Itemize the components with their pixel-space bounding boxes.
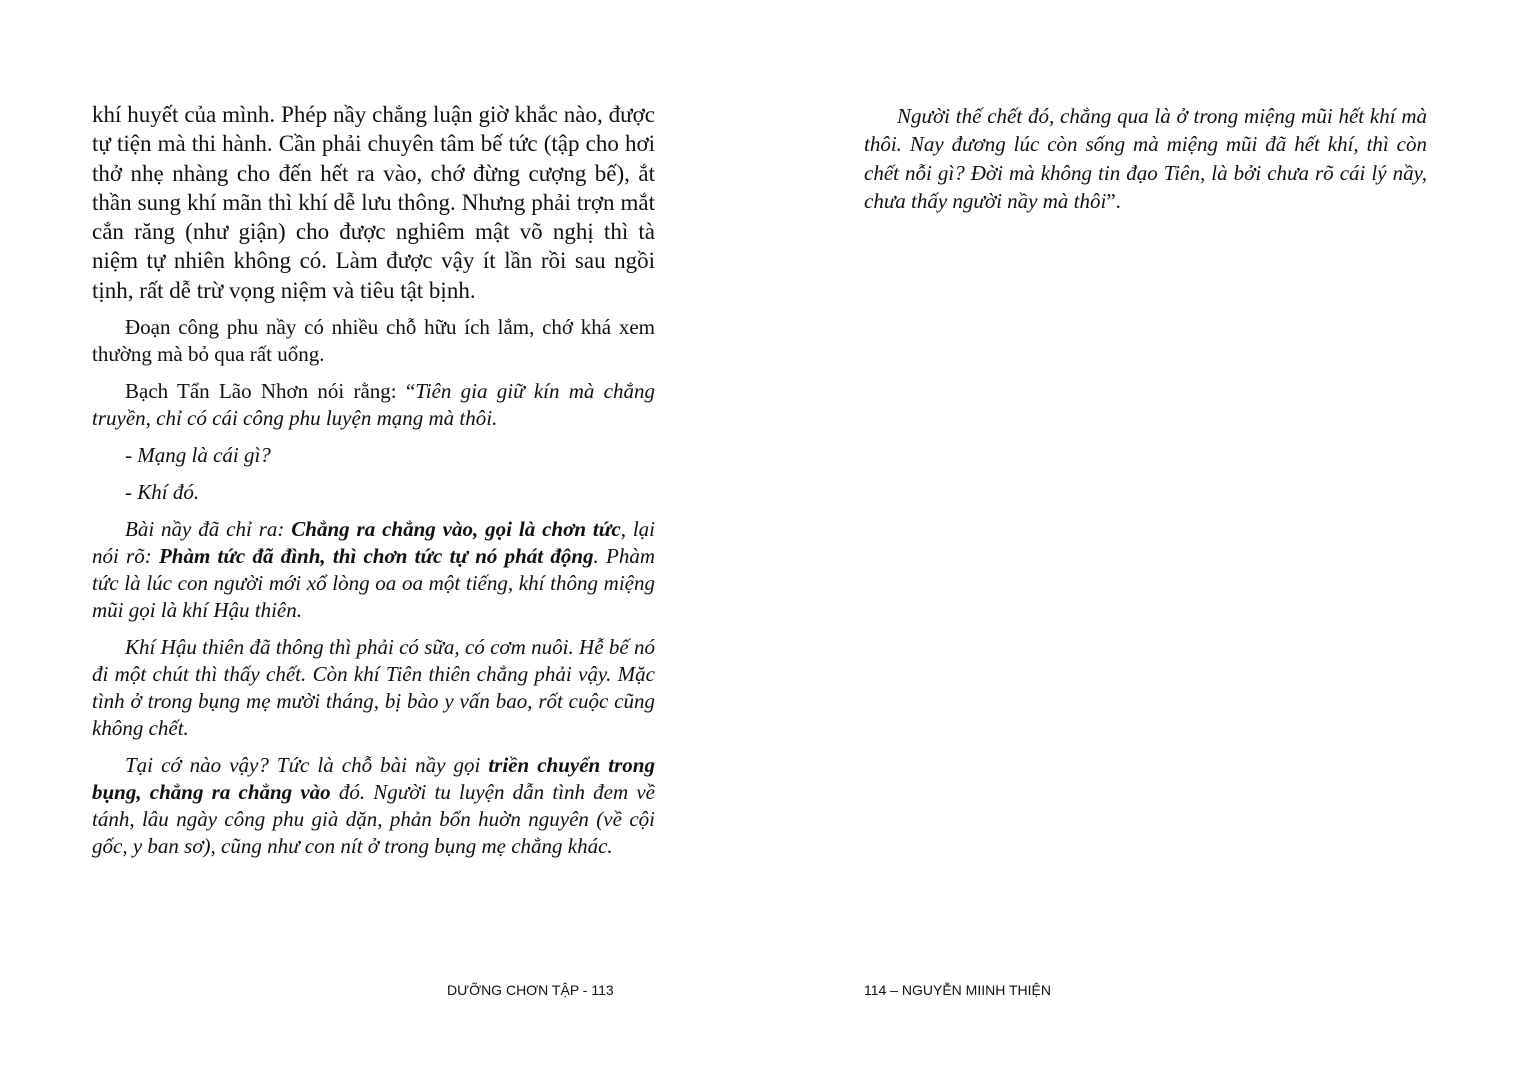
left-page-text <box>92 100 655 870</box>
right-paragraph-1-quote: Người thế chết đó, chẳng qua là ở trong miệng mũi hết khí mà thôi. Nay đương lúc còn sống mà miệng mũi đã hết khí, thì còn chết nỗi gì? Đời mà không tin đạo Tiên, là bởi chưa rõ cái lý nầy, chưa thấy người nầy mà thôi <box>864 104 1427 213</box>
paragraph-8-part-c: đó. Người tu luyện dẫn tình đem về tánh, lâu ngày công phu già dặn, phản bổn huờn nguyên (về cội gốc, y ban sơ), cũng như con nít ở trong bụng mẹ chẳng khác. <box>92 780 655 859</box>
paragraph-7: Khí Hậu thiên đã thông thì phải có sữa, có cơm nuôi. Hễ bế nó đi một chút thì thấy chết. Còn khí Tiên thiên chẳng phải vậy. Mặc tình ở trong bụng mẹ mười tháng, bị bào y vấn bao, rốt cuộc cũng không chết. <box>92 635 655 741</box>
right-paragraph-1 <box>864 102 1427 215</box>
paragraph-1: khí huyết của mình. Phép nầy chẳng luận giờ khắc nào, được tự tiện mà thi hành. Cần phải chuyên tâm bế tức (tập cho hơi thở nhẹ nhàng cho đến hết ra vào, chớ đừng cượng bế), ắt thần sung khí mãn thì khí dễ lưu thông. Nhưng phải trợn mắt cắn răng (như giận) cho được nghiêm mật võ nghị thì tà niệm tự nhiên không có. Làm được vậy ít lần rồi sau ngồi tịnh, rất dễ trừ vọng niệm và tiêu tật bịnh. <box>92 102 655 303</box>
paragraph-8-bold-b: triền chuyển trong bụng, chẳng ra chẳng vào <box>92 753 655 805</box>
paragraph-6-bold-d: Phàm tức đã đình, thì chơn tức tự nó phát động <box>158 544 594 569</box>
paragraph-6-part-a: Bài nầy đã chỉ ra: <box>125 517 292 542</box>
page-footer-left: DƯỠNG CHƠN TẬP - 113 <box>447 982 614 998</box>
paragraph-3 <box>92 378 655 432</box>
paragraph-6-part-c: , lại nói rõ: <box>92 517 655 569</box>
paragraph-6-part-e: . Phàm tức là lúc con người mới xổ lòng oa oa một tiếng, khí thông miệng mũi gọi là khí Hậu thiên. <box>92 544 655 623</box>
paragraph-6 <box>92 516 655 624</box>
paragraph-4: - Mạng là cái gì? <box>125 443 271 468</box>
page-footer-right: 114 – NGUYỄN MIINH THIỆN <box>864 982 1051 998</box>
paragraph-6-bold-a: Chẳng ra chẳng vào, gọi là chơn tức <box>291 517 621 542</box>
right-paragraph-1-close: ”. <box>1106 188 1121 213</box>
paragraph-2: Đoạn công phu nầy có nhiều chỗ hữu ích lắm, chớ khá xem thường mà bỏ qua rất uổng. <box>92 315 655 367</box>
right-page-text <box>864 102 1427 215</box>
paragraph-8 <box>92 752 655 860</box>
paragraph-5: - Khí đó. <box>125 480 200 505</box>
right-page <box>760 0 1520 1076</box>
paragraph-8-part-a: Tại cớ nào vậy? Tức là chỗ bài nầy gọi <box>125 753 489 778</box>
paragraph-3-lead: Bạch Tẩn Lão Nhơn nói rằng: “ <box>125 379 416 404</box>
paragraph-3-quote: Tiên gia giữ kín mà chẳng truyền, chỉ có cái công phu luyện mạng mà thôi. <box>92 379 655 431</box>
